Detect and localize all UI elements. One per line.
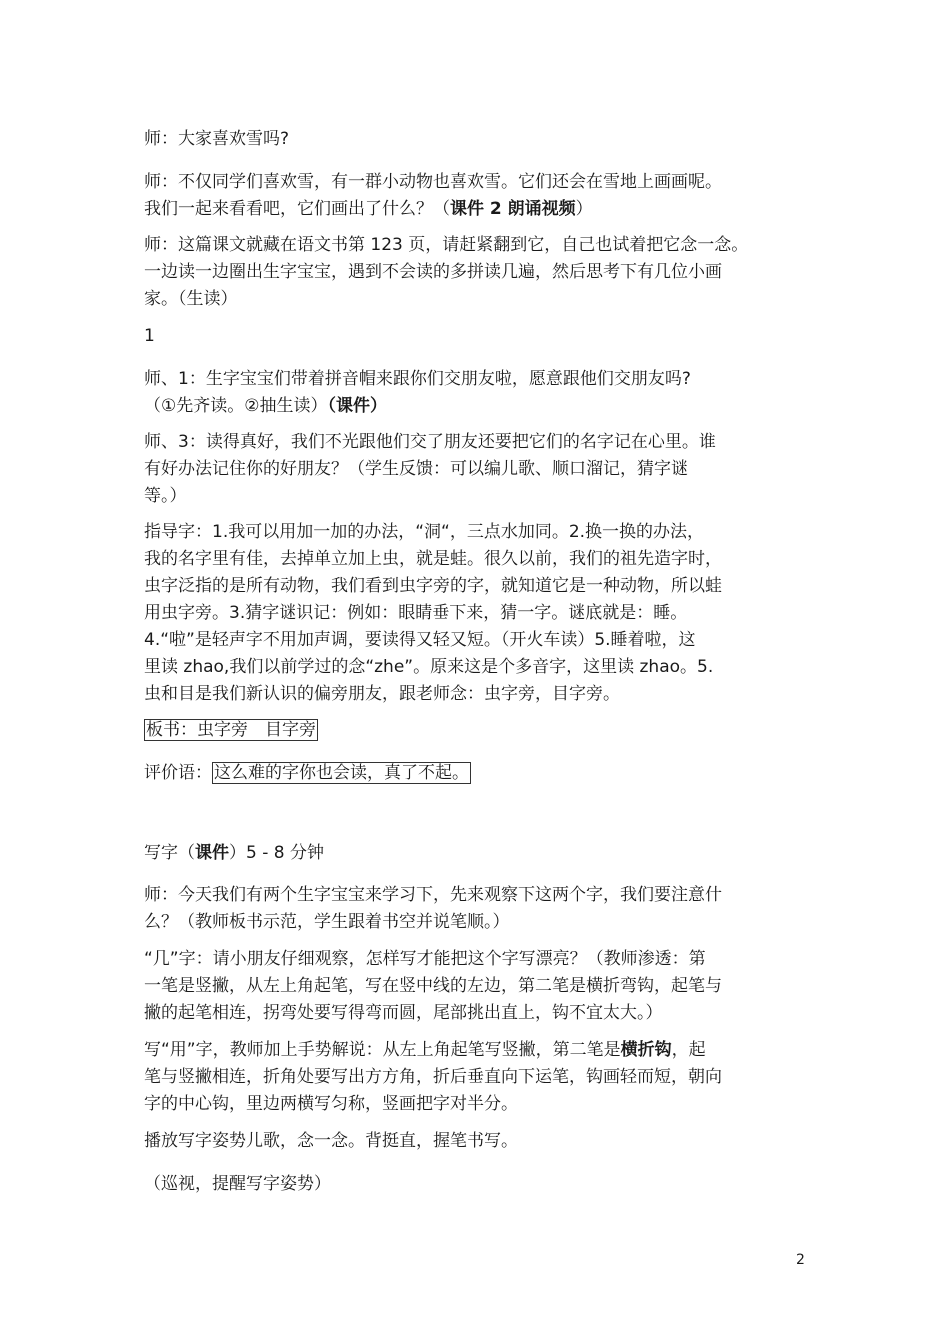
stroke-name: 横折钩 <box>620 1040 672 1060</box>
paragraph-blackboard <box>144 717 814 744</box>
evaluation-box: 这么难的字你也会读，真了不起。 <box>214 763 469 783</box>
text-line: 一笔是竖撇，从左上角起笔，写在竖中线的左边，第二笔是横折弯钩，起笔与 <box>144 976 722 996</box>
courseware-note: 课件 2 朗诵视频 <box>450 199 576 219</box>
paragraph-writing-heading <box>144 840 814 867</box>
text-line: 写“用”字，教师加上手势解说：从左上角起笔写竖撇，第二笔是横折钩，起 <box>144 1040 706 1060</box>
text-line: 师：不仅同学们喜欢雪，有一群小动物也喜欢雪。它们还会在雪地上画画呢。 <box>144 172 722 192</box>
text-line: 我的名字里有佳，去掉单立加上虫，就是蛙。很久以前，我们的祖先造字时， <box>144 549 722 569</box>
paragraph-guidance <box>144 519 814 708</box>
text-line: 一边读一边圈出生字宝宝，遇到不会读的多拼读几遍，然后思考下有几位小画 <box>144 262 722 282</box>
text-line: 家。（生读） <box>144 289 238 309</box>
paragraph-number <box>144 323 814 350</box>
text-line: 师：今天我们有两个生字宝宝来学习下，先来观察下这两个字，我们要注意什 <box>144 885 722 905</box>
paragraph-posture-song <box>144 1128 814 1155</box>
text-line: 撇的起笔相连，拐弯处要写得弯而圆，尾部挑出直上，钩不宜太大。） <box>144 1003 663 1023</box>
paragraph-question <box>144 126 814 153</box>
paragraph-new-words <box>144 366 814 420</box>
text-line: 么？（教师板书示范，学生跟着书空并说笔顺。） <box>144 912 510 932</box>
paragraph-intro-video <box>144 169 814 223</box>
text-line: 4.“啦”是轻声字不用加声调，要读得又轻又短。（开火车读）5.睡着啦，这 <box>144 630 696 650</box>
paragraph-patrol <box>144 1171 814 1198</box>
text-line: （巡视，提醒写字姿势） <box>144 1174 331 1194</box>
text-line: 播放写字姿势儿歌，念一念。背挺直，握笔书写。 <box>144 1131 518 1151</box>
text-line: 笔与竖撇相连，折角处要写出方方角，折后垂直向下运笔，钩画轻而短，朝向 <box>144 1067 722 1087</box>
text-line: “几”字：请小朋友仔细观察，怎样写才能把这个字写漂亮？（教师渗透：第 <box>144 949 706 969</box>
paragraph-memorize <box>144 429 814 510</box>
text-line: 等。） <box>144 486 187 506</box>
text-line: 里读 zhao,我们以前学过的念“zhe”。原来这是个多音字，这里读 zhao。5. <box>144 657 714 677</box>
text-line: 师：这篇课文就藏在语文书第 123 页，请赶紧翻到它，自己也试着把它念一念。 <box>144 235 749 255</box>
text-line: 用虫字旁。3.猜字谜识记：例如：眼睛垂下来，猜一字。谜底就是：睡。 <box>144 603 688 623</box>
text-line: 虫字泛指的是所有动物，我们看到虫字旁的字，就知道它是一种动物，所以蛙 <box>144 576 722 596</box>
blackboard-box: 板书：虫字旁 目字旁 <box>146 720 316 740</box>
text-line: 我们一起来看看吧，它们画出了什么？（课件 2 朗诵视频） <box>144 199 593 219</box>
text-line: 指导字：1.我可以用加一加的办法，“洞“，三点水加同。2.换一换的办法， <box>144 522 705 542</box>
text-line: 字的中心钩，里边两横写匀称，竖画把字对半分。 <box>144 1094 518 1114</box>
paragraph-textbook <box>144 232 814 313</box>
text-line: 1 <box>144 326 155 346</box>
paragraph-observe <box>144 882 814 936</box>
page-number: 2 <box>796 1252 805 1268</box>
text-line: 有好办法记住你的好朋友？（学生反馈：可以编儿歌、顺口溜记，猜字谜 <box>144 459 688 479</box>
courseware-note: 课件 <box>195 843 229 863</box>
text-line: 评价语： 这么难的字你也会读，真了不起。 <box>144 763 469 783</box>
text-line: 师、3：读得真好，我们不光跟他们交了朋友还要把它们的名字记在心里。谁 <box>144 432 716 452</box>
paragraph-char-yong <box>144 1037 814 1118</box>
text-line: （①先齐读。②抽生读）（课件） <box>144 396 387 416</box>
paragraph-char-ji <box>144 946 814 1027</box>
text-line: 写字（课件）5 - 8 分钟 <box>144 843 324 863</box>
text-line: 虫和目是我们新认识的偏旁朋友，跟老师念：虫字旁，目字旁。 <box>144 684 620 704</box>
text-line: 师：大家喜欢雪吗? <box>144 129 290 149</box>
text-line: 师、1：生字宝宝们带着拼音帽来跟你们交朋友啦，愿意跟他们交朋友吗? <box>144 369 691 389</box>
courseware-note: （课件） <box>327 396 387 416</box>
paragraph-evaluation <box>144 760 814 787</box>
